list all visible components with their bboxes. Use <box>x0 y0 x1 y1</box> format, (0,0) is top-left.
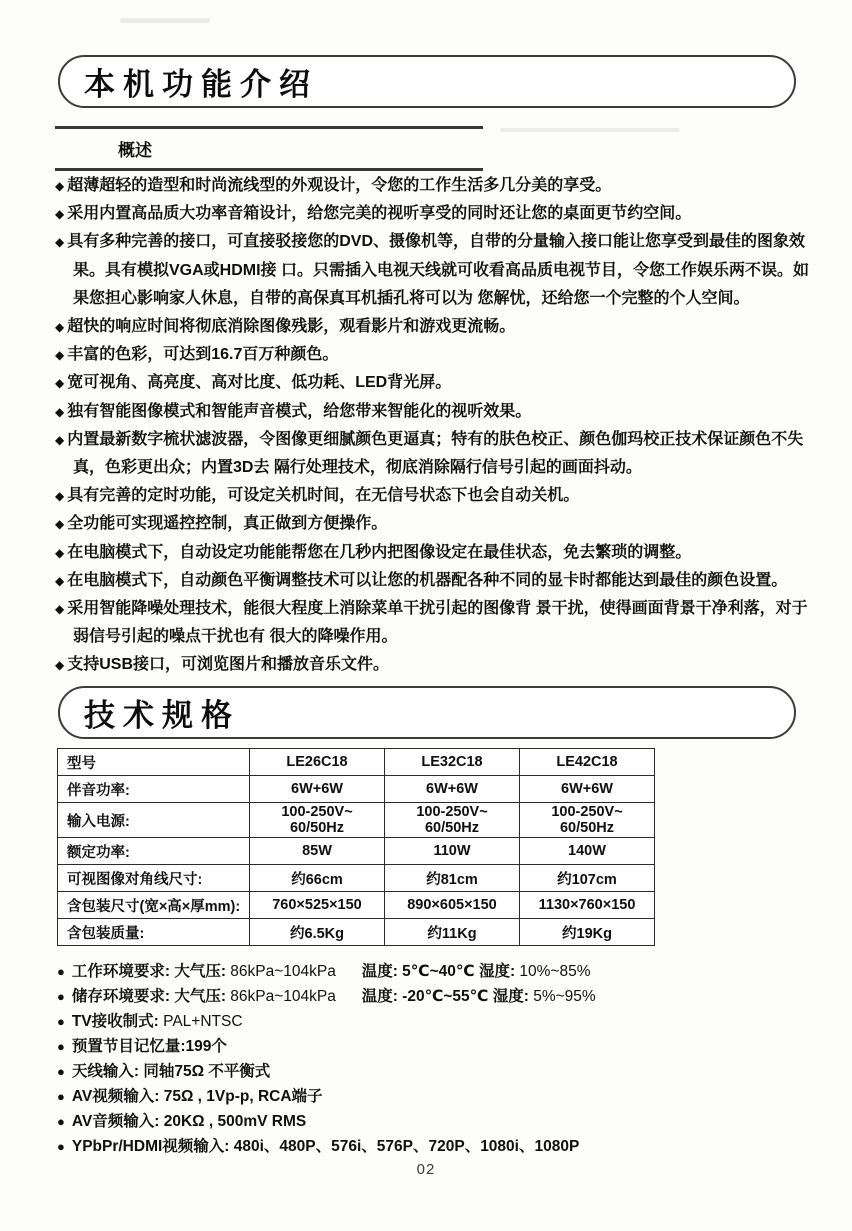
feature-item <box>55 313 817 341</box>
spec-text <box>72 1013 243 1030</box>
spec-table-row <box>58 838 655 865</box>
spec-cell: 110W <box>385 838 520 865</box>
section-header-functions <box>58 55 796 108</box>
diamond-bullet-icon: ◆ <box>55 376 65 391</box>
spec-text <box>72 1138 579 1155</box>
section-title: 本机功能介绍 <box>84 67 318 102</box>
spec-segment: PAL+NTSC <box>163 1013 243 1030</box>
spec-segment: 储存环境要求: 大气压: <box>71 988 231 1005</box>
feature-item <box>55 651 817 679</box>
spec-item <box>57 1134 817 1159</box>
spec-cell: 100-250V~ 60/50Hz <box>520 803 655 838</box>
spec-segment: TV接收制式: <box>71 1013 164 1030</box>
feature-text: 采用智能降噪处理技术，能很大程度上消除菜单干扰引起的图像背 景干扰，使得画面背景干净利落，对于弱信号引起的噪点干扰也有 很大的降噪作用。 <box>67 600 808 646</box>
spec-cell: 约107cm <box>520 865 655 892</box>
spec-text <box>72 1038 227 1055</box>
section-header-specs <box>58 686 796 739</box>
diamond-bullet-icon: ◆ <box>55 489 65 504</box>
feature-item <box>55 369 817 397</box>
spec-item <box>57 1009 817 1034</box>
feature-text: 在电脑模式下，自动颜色平衡调整技术可以让您的机器配各种不同的显卡时都能达到最佳的颜色设置。 <box>67 571 788 589</box>
diamond-bullet-icon: ◆ <box>55 658 65 673</box>
diamond-bullet-icon: ◆ <box>55 348 65 363</box>
spec-row-label: 含包装质量: <box>58 919 250 946</box>
spec-row-label: 输入电源: <box>58 803 250 838</box>
feature-item <box>55 595 817 651</box>
spec-text <box>72 963 591 980</box>
spec-cell: 85W <box>250 838 385 865</box>
diamond-bullet-icon: ◆ <box>55 179 65 193</box>
circle-bullet-icon: ● <box>57 1014 65 1029</box>
spec-segment: YPbPr/HDMI视频输入: 480i、480P、576i、576P、720P、1080i、1080P <box>71 1138 580 1155</box>
spec-item <box>57 1034 817 1059</box>
circle-bullet-icon: ● <box>57 964 65 979</box>
feature-text: 内置最新数字梳状滤波器，令图像更细腻颜色更逼真；特有的肤色校正、颜色伽玛校正技术保证颜色不失真，色彩更出众；内置3D去 隔行处理技术，彻底消除隔行信号引起的画面抖动。 <box>67 430 804 477</box>
feature-text: 采用内置高品质大功率音箱设计，给您完美的视听享受的同时还让您的桌面更节约空间。 <box>67 205 692 223</box>
feature-text: 支持USB接口，可浏览图片和播放音乐文件。 <box>67 656 390 674</box>
spec-segment: 工作环境要求: 大气压: <box>71 963 231 980</box>
spec-cell: 约19Kg <box>520 919 655 946</box>
feature-text: 宽可视角、高亮度、高对比度、低功耗、LED背光屏。 <box>67 374 452 392</box>
feature-item <box>55 426 817 482</box>
spec-text <box>72 988 596 1005</box>
spec-cell: LE26C18 <box>250 749 385 776</box>
spec-row-label: 额定功率: <box>58 838 250 865</box>
spec-cell: 6W+6W <box>250 776 385 803</box>
feature-text: 全功能可实现遥控控制，真正做到方便操作。 <box>67 515 388 533</box>
spec-table-header-row <box>58 749 655 776</box>
spec-list <box>57 959 817 1159</box>
spec-segment: 86kPa~104kPa <box>230 988 336 1005</box>
feature-item <box>55 510 817 538</box>
spec-cell: 约6.5Kg <box>250 919 385 946</box>
diamond-bullet-icon: ◆ <box>55 602 65 617</box>
feature-list <box>55 172 817 680</box>
circle-bullet-icon: ● <box>57 989 65 1004</box>
spec-item <box>57 1059 817 1084</box>
spec-text <box>72 1113 306 1130</box>
page-number: 02 <box>416 1161 436 1178</box>
spec-cell: 140W <box>520 838 655 865</box>
diamond-bullet-icon: ◆ <box>55 517 65 532</box>
spec-table-row <box>58 803 655 838</box>
spec-table-row <box>58 776 655 803</box>
feature-text: 超快的响应时间将彻底消除图像残影，观看影片和游戏更流畅。 <box>67 318 516 336</box>
spec-row-label: 型号 <box>58 749 250 776</box>
scan-smudge <box>500 128 680 132</box>
diamond-bullet-icon: ◆ <box>55 404 65 419</box>
spec-text <box>72 1063 270 1080</box>
spec-row-label: 可视图像对角线尺寸: <box>58 865 250 892</box>
spec-segment: 天线输入: 同轴75Ω 不平衡式 <box>71 1063 271 1080</box>
spec-segment: AV视频输入: 75Ω , 1Vp-p, RCA端子 <box>71 1088 323 1105</box>
spec-item <box>57 959 817 984</box>
diamond-bullet-icon: ◆ <box>55 545 65 560</box>
spec-row-label: 伴音功率: <box>58 776 250 803</box>
spec-cell: LE42C18 <box>520 749 655 776</box>
spec-segment: 10%~85% <box>519 963 591 980</box>
circle-bullet-icon: ● <box>57 1139 65 1154</box>
spec-table <box>57 748 655 946</box>
spec-table-body <box>58 749 655 946</box>
spec-cell: 100-250V~ 60/50Hz <box>250 803 385 838</box>
spec-text <box>72 1088 323 1105</box>
spec-cell: 890×605×150 <box>385 892 520 919</box>
spec-segment: 温度: 5℃~40℃ 湿度: <box>335 963 520 980</box>
spec-item <box>57 1109 817 1134</box>
spec-table-row <box>58 892 655 919</box>
spec-item <box>57 1084 817 1109</box>
spec-cell: 约81cm <box>385 865 520 892</box>
spec-row-label: 含包装尺寸(宽×高×厚mm): <box>58 892 250 919</box>
spec-item <box>57 984 817 1009</box>
feature-item <box>55 200 817 228</box>
circle-bullet-icon: ● <box>57 1114 65 1129</box>
feature-text: 具有多种完善的接口，可直接驳接您的DVD、摄像机等，自带的分量输入接口能让您享受到最佳的图象效果。具有模拟VGA或HDMI接 口。只需插入电视天线就可收看高品质电视节目，令您工作娱乐两不误。如果您担心影响家人休息，自带的高保真耳机插孔将可以为 您解忧，还给您一个完整的个人空间。 <box>67 233 810 307</box>
feature-item <box>55 482 817 510</box>
diamond-bullet-icon: ◆ <box>55 207 65 222</box>
spec-cell: 6W+6W <box>385 776 520 803</box>
feature-item <box>55 228 817 313</box>
spec-cell: LE32C18 <box>385 749 520 776</box>
spec-table-row <box>58 865 655 892</box>
circle-bullet-icon: ● <box>57 1064 65 1079</box>
feature-item <box>55 172 817 200</box>
feature-text: 超薄超轻的造型和时尚流线型的外观设计，令您的工作生活多几分美的享受。 <box>67 177 612 194</box>
spec-cell: 约11Kg <box>385 919 520 946</box>
diamond-bullet-icon: ◆ <box>55 432 65 447</box>
spec-cell: 6W+6W <box>520 776 655 803</box>
spec-cell: 约66cm <box>250 865 385 892</box>
feature-item <box>55 341 817 369</box>
section-title: 技术规格 <box>84 698 240 733</box>
feature-text: 在电脑模式下，自动设定功能能帮您在几秒内把图像设定在最佳状态，免去繁琐的调整。 <box>67 543 692 561</box>
spec-cell: 760×525×150 <box>250 892 385 919</box>
overview-heading: 概述 <box>55 126 483 171</box>
spec-segment: 预置节目记忆量:199个 <box>71 1038 227 1055</box>
feature-item <box>55 567 817 595</box>
diamond-bullet-icon: ◆ <box>55 235 65 250</box>
spec-segment: 5%~95% <box>533 988 596 1005</box>
spec-cell: 1130×760×150 <box>520 892 655 919</box>
spec-table-row <box>58 919 655 946</box>
circle-bullet-icon: ● <box>57 1039 65 1054</box>
circle-bullet-icon: ● <box>57 1089 65 1104</box>
scan-smudge <box>120 18 210 23</box>
diamond-bullet-icon: ◆ <box>55 320 65 335</box>
feature-text: 独有智能图像模式和智能声音模式，给您带来智能化的视听效果。 <box>67 402 532 420</box>
feature-item <box>55 539 817 567</box>
feature-text: 丰富的色彩，可达到16.7百万种颜色。 <box>67 346 339 364</box>
feature-item <box>55 398 817 426</box>
spec-cell: 100-250V~ 60/50Hz <box>385 803 520 838</box>
diamond-bullet-icon: ◆ <box>55 573 65 588</box>
spec-segment: 温度: -20℃~55℃ 湿度: <box>335 988 534 1005</box>
spec-segment: AV音频输入: 20KΩ , 500mV RMS <box>71 1113 307 1130</box>
feature-text: 具有完善的定时功能，可设定关机时间，在无信号状态下也会自动关机。 <box>67 487 580 505</box>
spec-segment: 86kPa~104kPa <box>230 963 336 980</box>
